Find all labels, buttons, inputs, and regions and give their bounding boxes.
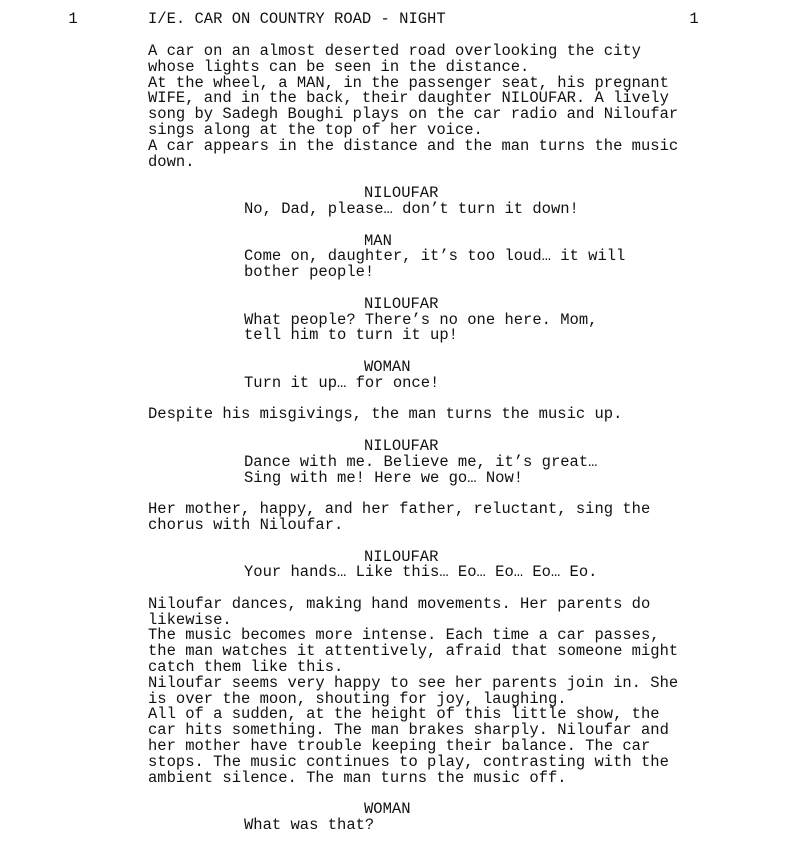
action-line: Despite his misgivings, the man turns the music up. xyxy=(148,405,623,424)
scene-heading: I/E. CAR ON COUNTRY ROAD - NIGHT xyxy=(148,10,446,28)
action-line: ambient silence. The man turns the music off. xyxy=(148,768,567,787)
action-line: At the wheel, a MAN, in the passenger seat, his pregnant xyxy=(148,73,669,92)
action-line: WIFE, and in the back, their daughter NILOUFAR. A lively xyxy=(148,89,669,108)
action-line: sings along at the top of her voice. xyxy=(148,120,483,139)
action-block xyxy=(148,44,688,170)
action-line: song by Sadegh Boughi plays on the car radio and Niloufar xyxy=(148,105,679,124)
dialogue-block xyxy=(148,231,688,282)
page-number-left: 1 xyxy=(68,10,78,28)
block-spacer xyxy=(148,218,688,234)
action-line: car hits something. The man brakes sharply. Niloufar and xyxy=(148,721,669,740)
dialogue-line: Come on, daughter, it’s too loud… it will xyxy=(244,247,626,266)
action-line: the man watches it attentively, afraid that someone might xyxy=(148,642,679,661)
action-block xyxy=(148,502,688,534)
action-line: her mother have trouble keeping their balance. The car xyxy=(148,737,651,756)
character-name: WOMAN xyxy=(364,357,411,376)
script-body xyxy=(148,44,688,834)
action-block xyxy=(148,594,688,787)
action-line: whose lights can be seen in the distance. xyxy=(148,57,530,76)
dialogue-block xyxy=(148,186,688,218)
page-number-right: 1 xyxy=(689,10,699,28)
character-name: NILOUFAR xyxy=(364,436,439,455)
dialogue-line: What people? There’s no one here. Mom, xyxy=(244,310,598,329)
action-line: A car appears in the distance and the man turns the music xyxy=(148,136,679,155)
character-name: NILOUFAR xyxy=(364,294,439,313)
action-line: A car on an almost deserted road overlooking the city xyxy=(148,42,641,60)
dialogue-line: What was that? xyxy=(244,816,375,835)
dialogue-block xyxy=(148,802,688,834)
action-line: stops. The music continues to play, contrasting with the xyxy=(148,752,669,771)
dialogue-line: Turn it up… for once! xyxy=(244,373,440,392)
dialogue-block xyxy=(148,357,688,392)
character-name: MAN xyxy=(364,231,392,250)
block-spacer xyxy=(148,786,688,802)
character-name: NILOUFAR xyxy=(364,184,439,203)
action-line: chorus with Niloufar. xyxy=(148,515,344,534)
dialogue-block xyxy=(148,547,688,582)
block-spacer xyxy=(148,344,688,360)
dialogue-block xyxy=(148,436,688,487)
action-line: The music becomes more intense. Each time a car passes, xyxy=(148,626,660,645)
action-line: Niloufar dances, making hand movements. Her parents do xyxy=(148,594,651,613)
dialogue-line: Sing with me! Here we go… Now! xyxy=(244,468,524,487)
action-line: likewise. xyxy=(148,610,232,629)
action-line: Niloufar seems very happy to see her parents join in. She xyxy=(148,673,679,692)
action-line: Her mother, happy, and her father, reluctant, sing the xyxy=(148,500,651,519)
dialogue-line: Dance with me. Believe me, it’s great… xyxy=(244,452,598,471)
action-line: All of a sudden, at the height of this little show, the xyxy=(148,705,660,724)
action-block xyxy=(148,407,688,423)
dialogue-line: No, Dad, please… don’t turn it down! xyxy=(244,199,579,218)
action-line: down. xyxy=(148,152,195,171)
character-name: WOMAN xyxy=(364,800,411,819)
action-line: is over the moon, shouting for joy, laughing. xyxy=(148,689,567,708)
character-name: NILOUFAR xyxy=(364,547,439,566)
dialogue-line: tell him to turn it up! xyxy=(244,326,458,345)
dialogue-line: Your hands… Like this… Eo… Eo… Eo… Eo. xyxy=(244,563,598,582)
dialogue-block xyxy=(148,294,688,345)
action-line: catch them like this. xyxy=(148,658,344,677)
dialogue-line: bother people! xyxy=(244,263,375,282)
